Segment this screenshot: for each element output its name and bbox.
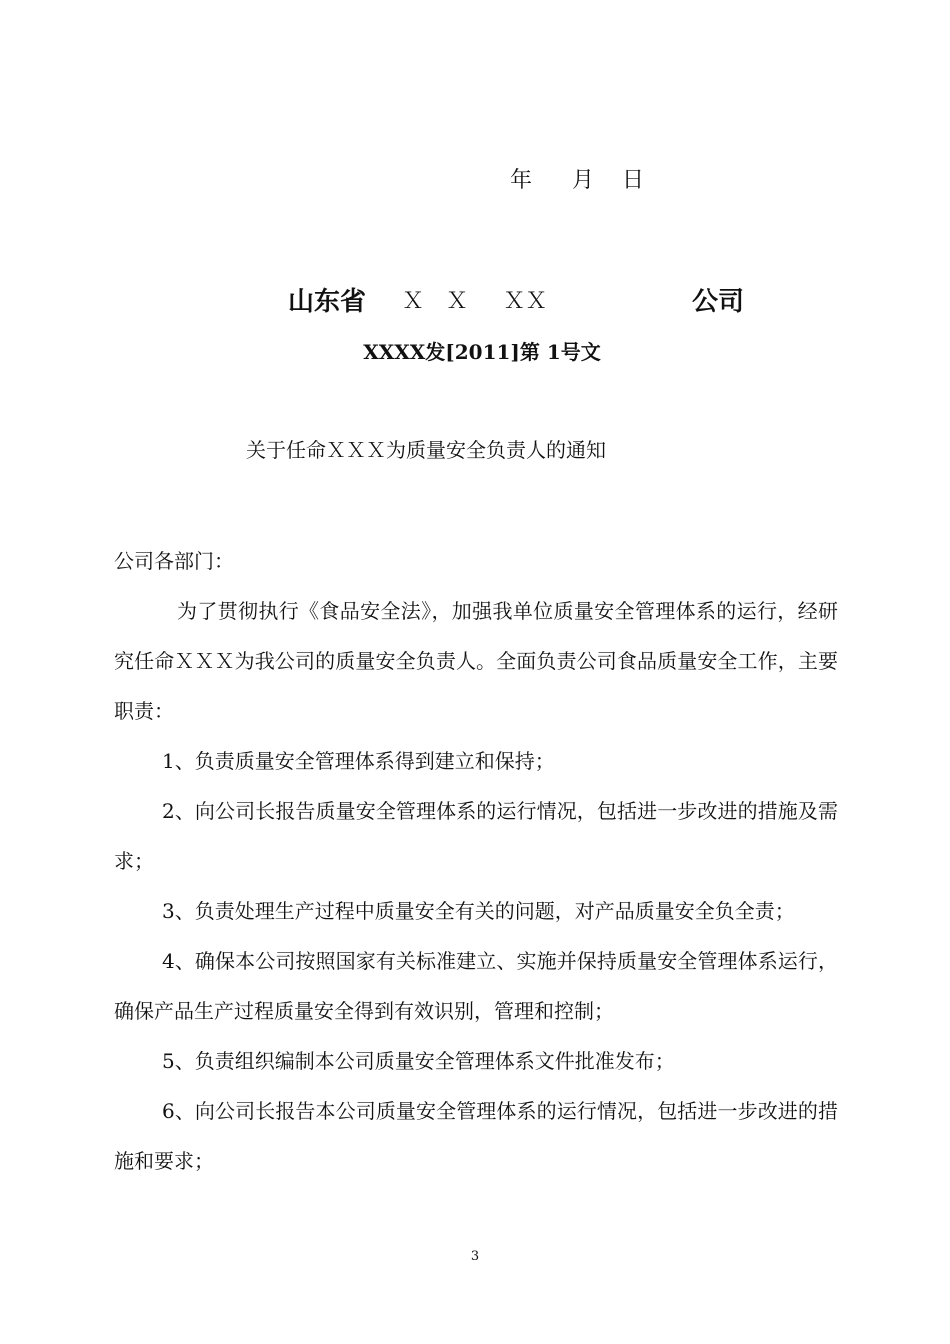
company-name: [288, 284, 768, 320]
document-number: XXXX发[2011]第 1号文: [363, 340, 601, 364]
date-month: 月: [572, 168, 595, 193]
duty-item-4: 4、确保本公司按照国家有关标准建立、实施并保持质量安全管理体系运行，确保产品生产过程质量安全得到有效识别，管理和控制；: [114, 949, 838, 1023]
company-suffix: 公司: [692, 287, 745, 317]
duty-item-2: 2、向公司长报告质量安全管理体系的运行情况，包括进一步改进的措施及需求；: [114, 799, 838, 873]
date-day: 日: [622, 168, 645, 193]
date-line: [496, 136, 644, 196]
document-body: [114, 536, 838, 1186]
intro-paragraph: 为了贯彻执行《食品安全法》，加强我单位质量安全管理体系的运行，经研究任命ＸＸＸ为我公司的质量安全负责人。全面负责公司食品质量安全工作，主要职责：: [114, 599, 838, 723]
duty-item-1: 1、负责质量安全管理体系得到建立和保持；: [162, 749, 555, 773]
salutation: 公司各部门：: [114, 549, 234, 573]
page-number: 3: [470, 1249, 480, 1264]
notice-title: 关于任命ＸＸＸ为质量安全负责人的通知: [246, 438, 606, 462]
company-placeholder: Ｘ Ｘ ＸＸ: [402, 289, 548, 314]
duty-item-6: 6、向公司长报告本公司质量安全管理体系的运行情况，包括进一步改进的措施和要求；: [114, 1099, 838, 1173]
company-prefix: 山东省: [288, 287, 367, 317]
duty-item-5: 5、负责组织编制本公司质量安全管理体系文件批准发布；: [162, 1049, 675, 1073]
duty-item-3: 3、负责处理生产过程中质量安全有关的问题，对产品质量安全负全责；: [162, 899, 795, 923]
date-year: 年: [510, 168, 533, 193]
